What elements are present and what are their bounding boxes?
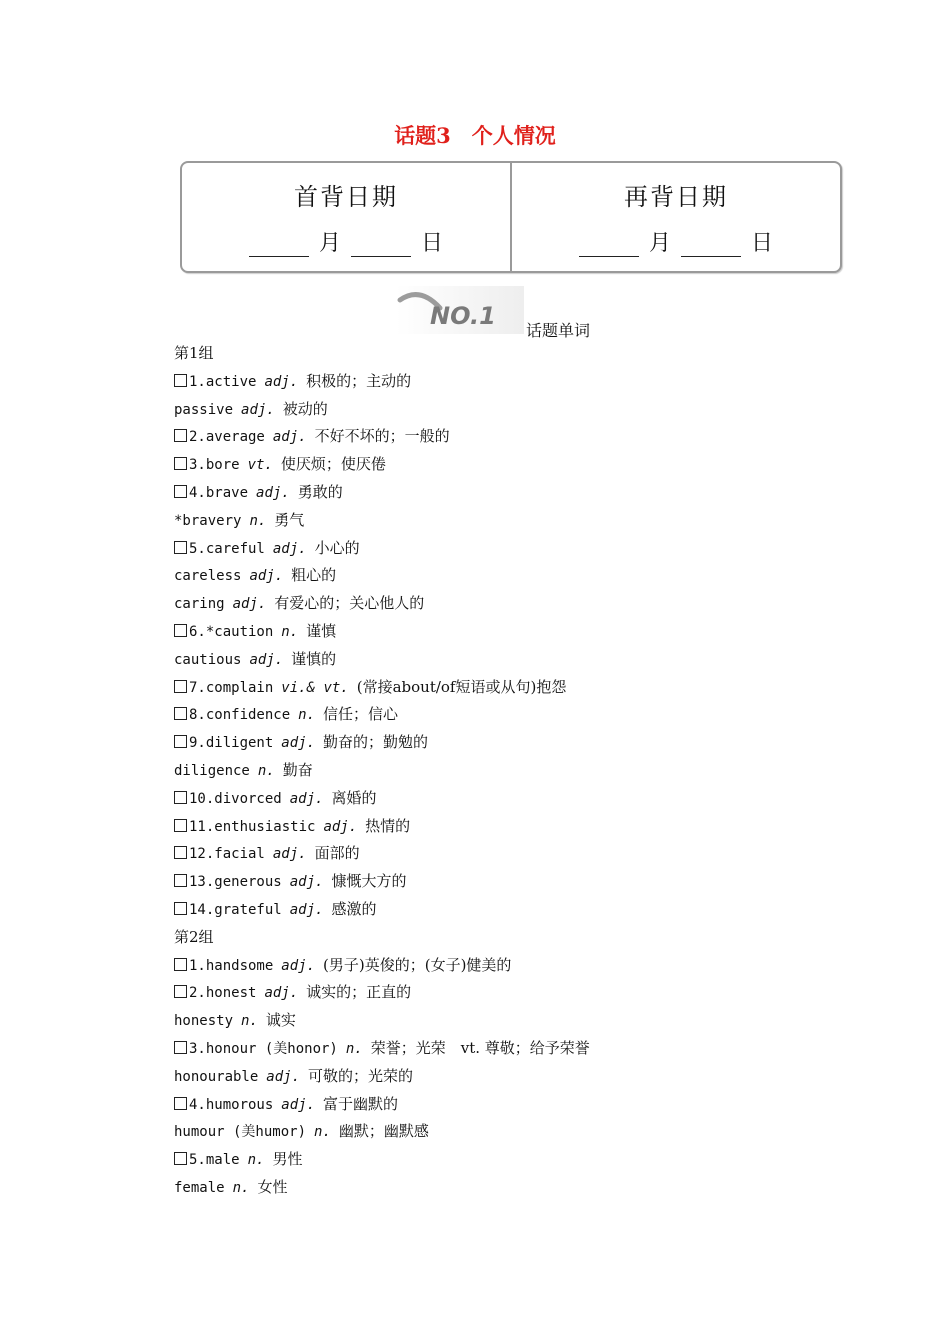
vocab-entry [174, 590, 874, 618]
vocab-word: 4.brave [189, 484, 249, 501]
checkbox-icon[interactable] [174, 485, 187, 498]
vocab-word: 11.enthusiastic [189, 818, 316, 835]
month-label: 月 [318, 231, 341, 256]
vocab-definition: 勇气 [274, 510, 305, 529]
vocab-word: 12.facial [189, 846, 265, 863]
vocab-word: 3.honour (美honor) [189, 1040, 338, 1057]
vocab-word: *bravery [174, 512, 242, 529]
vocab-entry [174, 757, 874, 785]
checkbox-icon[interactable] [174, 1041, 187, 1054]
day-label: 日 [751, 231, 774, 256]
part-of-speech: adj. [281, 735, 316, 752]
part-of-speech: adj. [289, 901, 324, 918]
vocab-entry [174, 979, 874, 1007]
vocab-entry [174, 423, 874, 451]
vocab-word: passive [174, 401, 234, 418]
vocab-word: humour (美humor) [174, 1124, 307, 1141]
part-of-speech: n. [314, 1124, 331, 1141]
vocab-definition: 富于幽默的 [323, 1094, 399, 1113]
checkbox-icon[interactable] [174, 707, 187, 720]
vocab-entry [174, 868, 874, 896]
vocab-entry [174, 1091, 874, 1119]
vocab-definition: 使厌烦；使厌倦 [280, 455, 386, 474]
group-heading-text: 第1组 [174, 344, 214, 362]
vocab-definition: 不好不坏的；一般的 [314, 427, 450, 446]
checkbox-icon[interactable] [174, 1097, 187, 1110]
vocab-definition: 离婚的 [331, 788, 377, 807]
first-review-label: 首背日期 [294, 183, 398, 211]
checkbox-icon[interactable] [174, 985, 187, 998]
vocab-word: caring [174, 596, 225, 613]
part-of-speech: adj. [264, 373, 299, 390]
checkbox-icon[interactable] [174, 1152, 187, 1165]
part-of-speech: n. [247, 1152, 265, 1169]
vocab-definition: 热情的 [365, 816, 411, 835]
vocab-word: 10.divorced [189, 790, 282, 807]
checkbox-icon[interactable] [174, 374, 187, 387]
part-of-speech: n. [281, 623, 299, 640]
checkbox-icon[interactable] [174, 958, 187, 971]
vocab-definition: 谨慎的 [291, 649, 337, 668]
vocab-definition: 荣誉；光荣 vt. 尊敬；给予荣誉 [370, 1038, 590, 1057]
vocab-word: 5.male [189, 1152, 240, 1169]
part-of-speech: adj. [281, 1096, 316, 1113]
vocab-word: 6.*caution [189, 623, 274, 640]
part-of-speech: n. [298, 707, 316, 724]
checkbox-icon[interactable] [174, 680, 187, 693]
month-blank[interactable] [249, 238, 309, 257]
checkbox-icon[interactable] [174, 874, 187, 887]
vocab-definition: 小心的 [314, 538, 360, 557]
part-of-speech: adj. [272, 540, 307, 557]
vocab-definition: 谨慎 [306, 621, 337, 640]
vocab-entry [174, 674, 874, 702]
part-of-speech: vi.& vt. [281, 679, 349, 696]
second-review-label: 再背日期 [624, 183, 728, 211]
vocab-word: 4.humorous [189, 1096, 274, 1113]
vocab-entry [174, 479, 874, 507]
vocab-entry [174, 896, 874, 924]
vocab-entry [174, 785, 874, 813]
month-label: 月 [648, 231, 671, 256]
checkbox-icon[interactable] [174, 902, 187, 915]
part-of-speech: n. [257, 762, 275, 779]
vocab-word: 14.grateful [189, 901, 282, 918]
second-review-date [510, 163, 840, 271]
vocab-entry [174, 562, 874, 590]
part-of-speech: adj. [272, 846, 307, 863]
part-of-speech: n. [241, 1013, 258, 1030]
checkbox-icon[interactable] [174, 735, 187, 748]
date-table [180, 161, 842, 273]
part-of-speech: adj. [264, 985, 299, 1002]
vocab-word: cautious [174, 651, 242, 668]
vocab-entry [174, 535, 874, 563]
vocab-definition: (男子)英俊的；(女子)健美的 [323, 955, 512, 974]
vocab-definition: 粗心的 [291, 566, 337, 585]
group-heading [174, 924, 874, 952]
day-blank[interactable] [351, 238, 411, 257]
part-of-speech: n. [249, 512, 267, 529]
vocab-word: 7.complain [189, 679, 274, 696]
word-list [174, 340, 874, 1202]
vocab-word: 3.bore [189, 457, 240, 474]
vocab-word: 1.active [189, 373, 257, 390]
vocab-entry [174, 1007, 874, 1035]
part-of-speech: adj. [289, 790, 324, 807]
part-of-speech: adj. [272, 429, 307, 446]
vocab-definition: 勇敢的 [297, 482, 343, 501]
checkbox-icon[interactable] [174, 819, 187, 832]
vocab-word: honesty [174, 1013, 234, 1030]
vocab-word: 2.honest [189, 985, 257, 1002]
badge-text: NO.1 [430, 302, 496, 330]
vocab-entry [174, 646, 874, 674]
vocab-word: honourable [174, 1068, 259, 1085]
vocab-entry [174, 1118, 874, 1146]
day-blank[interactable] [681, 238, 741, 257]
part-of-speech: adj. [289, 874, 324, 891]
vocab-entry [174, 507, 874, 535]
vocab-word: 2.average [189, 429, 265, 446]
vocab-word: 13.generous [189, 874, 282, 891]
vocab-entry [174, 1174, 874, 1202]
vocab-entry [174, 952, 874, 980]
vocab-definition: 女性 [257, 1177, 288, 1196]
part-of-speech: vt. [247, 457, 273, 474]
checkbox-icon[interactable] [174, 791, 187, 804]
vocab-definition: 诚实的；正直的 [306, 983, 412, 1002]
vocab-definition: 慷慨大方的 [331, 872, 407, 891]
vocab-definition: 有爱心的；关心他人的 [274, 594, 425, 613]
page-title: 话题3 个人情况 [394, 123, 556, 148]
vocab-definition: (常接about/of短语或从句)抱怨 [356, 677, 567, 696]
vocab-definition: 勤奋 [282, 760, 313, 779]
checkbox-icon[interactable] [174, 846, 187, 859]
group-heading [174, 340, 874, 368]
day-label: 日 [421, 231, 444, 256]
vocab-entry [174, 813, 874, 841]
vocab-definition: 勤奋的；勤勉的 [323, 733, 429, 752]
vocab-definition: 感激的 [331, 899, 377, 918]
vocab-definition: 积极的；主动的 [306, 371, 412, 390]
vocab-entry [174, 1146, 874, 1174]
part-of-speech: adj. [281, 957, 316, 974]
vocab-entry [174, 1063, 874, 1091]
section-title: 话题单词 [526, 321, 591, 340]
part-of-speech: adj. [241, 401, 275, 418]
part-of-speech: adj. [249, 651, 284, 668]
vocab-word: diligence [174, 762, 250, 779]
vocab-entry [174, 618, 874, 646]
checkbox-icon[interactable] [174, 429, 187, 442]
vocab-entry [174, 451, 874, 479]
vocab-entry [174, 368, 874, 396]
group-heading-text: 第2组 [174, 927, 214, 946]
section-number-badge [396, 286, 524, 334]
first-review-date [182, 163, 510, 271]
vocab-entry [174, 840, 874, 868]
part-of-speech: n. [345, 1040, 363, 1057]
part-of-speech: adj. [266, 1068, 301, 1085]
vocab-definition: 信任；信心 [323, 705, 399, 724]
vocab-entry [174, 729, 874, 757]
vocab-definition: 可敬的；光荣的 [308, 1066, 414, 1085]
vocab-entry [174, 701, 874, 729]
vocab-definition: 被动的 [282, 399, 328, 418]
part-of-speech: adj. [249, 568, 284, 585]
part-of-speech: n. [232, 1179, 250, 1196]
vocab-word: 1.handsome [189, 957, 274, 974]
checkbox-icon[interactable] [174, 541, 187, 554]
vocab-word: careless [174, 568, 242, 585]
part-of-speech: adj. [256, 484, 290, 501]
vocab-entry [174, 396, 874, 424]
vocab-entry [174, 1035, 874, 1063]
vocab-word: 9.diligent [189, 735, 274, 752]
vocab-definition: 男性 [272, 1150, 303, 1169]
vocab-definition: 面部的 [314, 844, 360, 863]
checkbox-icon[interactable] [174, 624, 187, 637]
vocab-word: 5.careful [189, 540, 265, 557]
vocab-definition: 诚实 [265, 1011, 296, 1030]
part-of-speech: adj. [232, 596, 267, 613]
checkbox-icon[interactable] [174, 457, 187, 470]
vocab-word: female [174, 1179, 225, 1196]
vocab-word: 8.confidence [189, 707, 291, 724]
vocab-definition: 幽默；幽默感 [338, 1122, 429, 1141]
month-blank[interactable] [579, 238, 639, 257]
part-of-speech: adj. [323, 818, 358, 835]
